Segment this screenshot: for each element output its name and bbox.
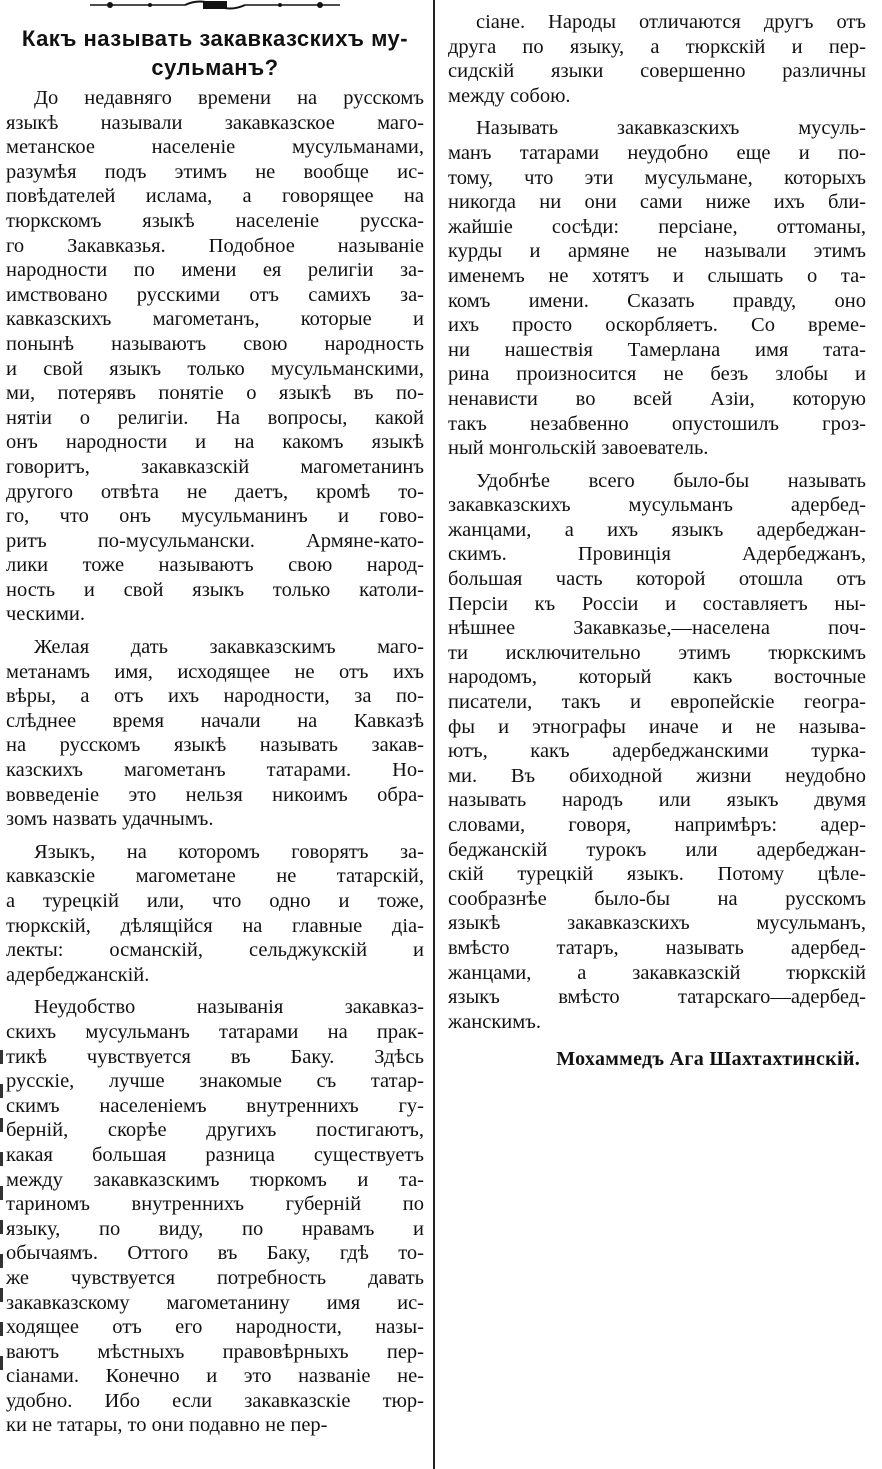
text-line: вѣры, а отъ ихъ народности, за по- <box>6 685 424 708</box>
text-line: го Закавказья. Подобное называніе <box>6 234 424 257</box>
text-line: комъ имени. Сказать правду, оно <box>448 289 866 312</box>
text-line: адербеджанскій. <box>6 963 150 986</box>
title-line: Какъ называть закавказскихъ му- <box>21 26 409 51</box>
text-line: фы и этнографы иначе и не называ- <box>448 715 866 738</box>
text-line: закавказскихъ мусульманъ адербед- <box>448 494 866 517</box>
text-line: Персіи къ Россіи и составляетъ ны- <box>448 592 866 615</box>
text-line: ческими. <box>6 603 86 626</box>
text-line: разумѣя подъ этимъ не вообще ис- <box>6 160 424 183</box>
text-line: словами, говоря, напримѣръ: адер- <box>448 814 866 836</box>
text-line: Называть закавказскихъ мусуль- <box>476 117 866 140</box>
text-line: никогда ни они сами ниже ихъ бли- <box>448 191 866 214</box>
text-line: Удобнѣе всего было-бы называть <box>476 469 866 492</box>
text-line: языкѣ закавказскихъ мусульманъ, <box>448 912 866 935</box>
text-line: слѣднее время начали на Кавказѣ <box>6 709 424 732</box>
text-line: берній, скорѣе другихъ постигаютъ, <box>6 1119 424 1142</box>
paragraph <box>448 10 866 108</box>
text-line: ки не татары, то они подавно не пер- <box>6 1414 328 1437</box>
text-line: зомъ назвать удачнымъ. <box>6 808 214 831</box>
text-line: русскіе, лучше знакомые съ татар- <box>6 1070 424 1093</box>
text-line: именемъ не хотятъ и слышать о та- <box>448 264 866 287</box>
text-line: же чувствуется потребность давать <box>6 1266 424 1289</box>
text-line: Неудобство называнія закавказ- <box>34 996 424 1019</box>
text-line: манъ татарами неудобно еще и по- <box>448 141 866 164</box>
paragraph <box>6 635 424 832</box>
text-line: онъ народности и на какомъ языкѣ <box>6 431 424 454</box>
text-line: и свой языкъ только мусульманскими, <box>6 357 424 380</box>
text-line: ми, потерявъ понятіе о языкѣ въ по- <box>6 382 424 405</box>
article-title <box>6 24 424 82</box>
text-line: такъ незабвенно опустошилъ гроз- <box>448 412 866 435</box>
text-line: кавказскихъ магометанъ, которые и <box>6 308 424 331</box>
text-line: рина произносится не безъ злобы и <box>448 363 866 386</box>
text-line: большая часть которой отошла отъ <box>448 568 866 591</box>
text-line: ти исключительно этимъ тюркскимъ <box>448 641 866 664</box>
text-line: ненависти во всей Азіи, которую <box>448 387 866 410</box>
text-line: сидскій языки совершенно различны <box>448 60 866 83</box>
text-line: ни нашествія Тамерлана имя тата- <box>448 338 866 361</box>
text-line: друга по языку, а тюркскій и пер- <box>448 35 866 58</box>
text-line: Желая дать закавказскимъ маго- <box>34 636 424 659</box>
author-signature: Мохаммедъ Ага Шахтахтинскій. <box>556 1048 860 1071</box>
paragraph <box>6 86 424 627</box>
title-line: сульманъ? <box>151 55 279 80</box>
text-line: народомъ, который какъ восточные <box>448 666 866 689</box>
text-line: ваютъ мѣстныхъ правовѣрныхъ пер- <box>6 1340 424 1363</box>
paragraph <box>448 116 866 460</box>
text-line: сіане. Народы отличаются другъ отъ <box>476 11 866 33</box>
text-line: закавказскому магометанину имя ис- <box>6 1291 424 1314</box>
text-line: ходящее отъ его народности, назы- <box>6 1316 424 1339</box>
text-line: языкѣ называли закавказское маго- <box>6 111 424 134</box>
text-line: тикѣ чувствуется въ Баку. Здѣсь <box>6 1045 424 1068</box>
paragraph <box>6 995 424 1438</box>
text-line: метанское населеніе мусульманами, <box>6 136 424 159</box>
text-line: жанскимъ. <box>448 1010 541 1033</box>
text-line: между собою. <box>448 84 571 107</box>
text-line: писатели, такъ и европейскіе геогра- <box>448 691 866 714</box>
text-line: Языкъ, на которомъ говорятъ за- <box>34 840 424 863</box>
text-line: удобно. Ибо если закавказскіе тюр- <box>6 1389 424 1412</box>
text-line: сіанами. Конечно и это названіе не- <box>6 1365 424 1388</box>
text-line: жанцами, а закавказскій тюркскій <box>448 961 866 984</box>
text-line: называть народъ или языкъ двумя <box>448 789 866 812</box>
text-line: вовведеніе это нельзя никоимъ обра- <box>6 783 424 806</box>
text-line: го, что онъ мусульманинъ и гово- <box>6 505 424 528</box>
text-line: обычаямъ. Оттого въ Баку, гдѣ то- <box>6 1242 424 1265</box>
text-line: ютъ, какъ адербеджанскими турка- <box>448 740 866 763</box>
text-line: скимъ. Провинція Адербеджанъ, <box>448 543 866 566</box>
right-column <box>448 0 866 1072</box>
text-line: тому, что эти мусульмане, которыхъ <box>448 166 866 189</box>
text-line: тариномъ внутреннихъ губерній по <box>6 1193 424 1216</box>
text-line: До недавняго времени на русскомъ <box>34 87 424 109</box>
text-line: повѣдателей ислама, а говорящее на <box>6 185 424 208</box>
text-line: лекты: османскій, сельджукскій и <box>6 939 424 962</box>
text-line: на русскомъ языкѣ называть закав- <box>6 734 424 757</box>
text-line: казскихъ магометанъ татарами. Но- <box>6 759 424 782</box>
text-line: ность и свой языкъ только католи- <box>6 578 424 601</box>
text-line: языкъ вмѣсто татарскаго—адербед- <box>448 986 866 1009</box>
text-line: скій турецкій языкъ. Потому цѣле- <box>448 863 866 886</box>
text-line: имствовано русскими отъ самихъ за- <box>6 283 424 306</box>
text-line: ритъ по-мусульмански. Армяне-като- <box>6 529 424 552</box>
text-line: кавказскіе магометане не татарскій, <box>6 865 424 888</box>
text-line: сообразнѣе было-бы на русскомъ <box>448 887 866 910</box>
text-line: вмѣсто татаръ, называть адербед- <box>448 936 866 959</box>
paragraph <box>6 840 424 988</box>
column-divider <box>433 0 435 1469</box>
text-line: тюркскій, дѣлящійся на главные діа- <box>6 914 424 937</box>
text-line: народности по имени ея религіи за- <box>6 259 424 282</box>
text-line: а турецкій или, что одно и тоже, <box>6 890 424 912</box>
right-column-body <box>448 10 866 1034</box>
text-line: лики тоже называютъ свою народ- <box>6 554 424 577</box>
text-line: скимъ населеніемъ внутреннихъ гу- <box>6 1094 424 1117</box>
text-line: курды и армяне не называли этимъ <box>448 240 866 263</box>
text-line: тюркскомъ языкѣ населеніе русска- <box>6 209 424 232</box>
text-line: какая большая разница существуетъ <box>6 1143 424 1166</box>
text-line: жайшіе сосѣди: персіане, оттоманы, <box>448 215 866 238</box>
text-line: говоритъ, закавказскій магометанинъ <box>6 455 424 478</box>
text-line: другого отвѣта не даетъ, кромѣ то- <box>6 480 424 503</box>
text-line: ми. Въ обиходной жизни неудобно <box>448 764 866 787</box>
text-line: между закавказскимъ тюркомъ и та- <box>6 1168 424 1191</box>
text-line: ихъ просто оскорбляетъ. Со време- <box>448 314 866 337</box>
left-column <box>6 0 424 1438</box>
header-ornament <box>6 0 424 14</box>
text-line: скихъ мусульманъ татарами на прак- <box>6 1020 424 1043</box>
text-line: нѣшнее Закавказье,—населена поч- <box>448 617 866 640</box>
paragraph <box>448 469 866 1035</box>
left-column-body <box>6 86 424 1438</box>
text-line: метанамъ имя, исходящее не отъ ихъ <box>6 660 424 683</box>
text-line: беджанскій турокъ или адербеджан- <box>448 838 866 861</box>
text-line: понынѣ называютъ свою народность <box>6 332 424 355</box>
text-line: нятіи о религіи. На вопросы, какой <box>6 406 424 429</box>
text-line: жанцами, а ихъ языкъ адербеджан- <box>448 518 866 541</box>
text-line: языку, по виду, по нравамъ и <box>6 1217 424 1240</box>
text-line: ный монгольскій завоеватель. <box>448 437 709 460</box>
